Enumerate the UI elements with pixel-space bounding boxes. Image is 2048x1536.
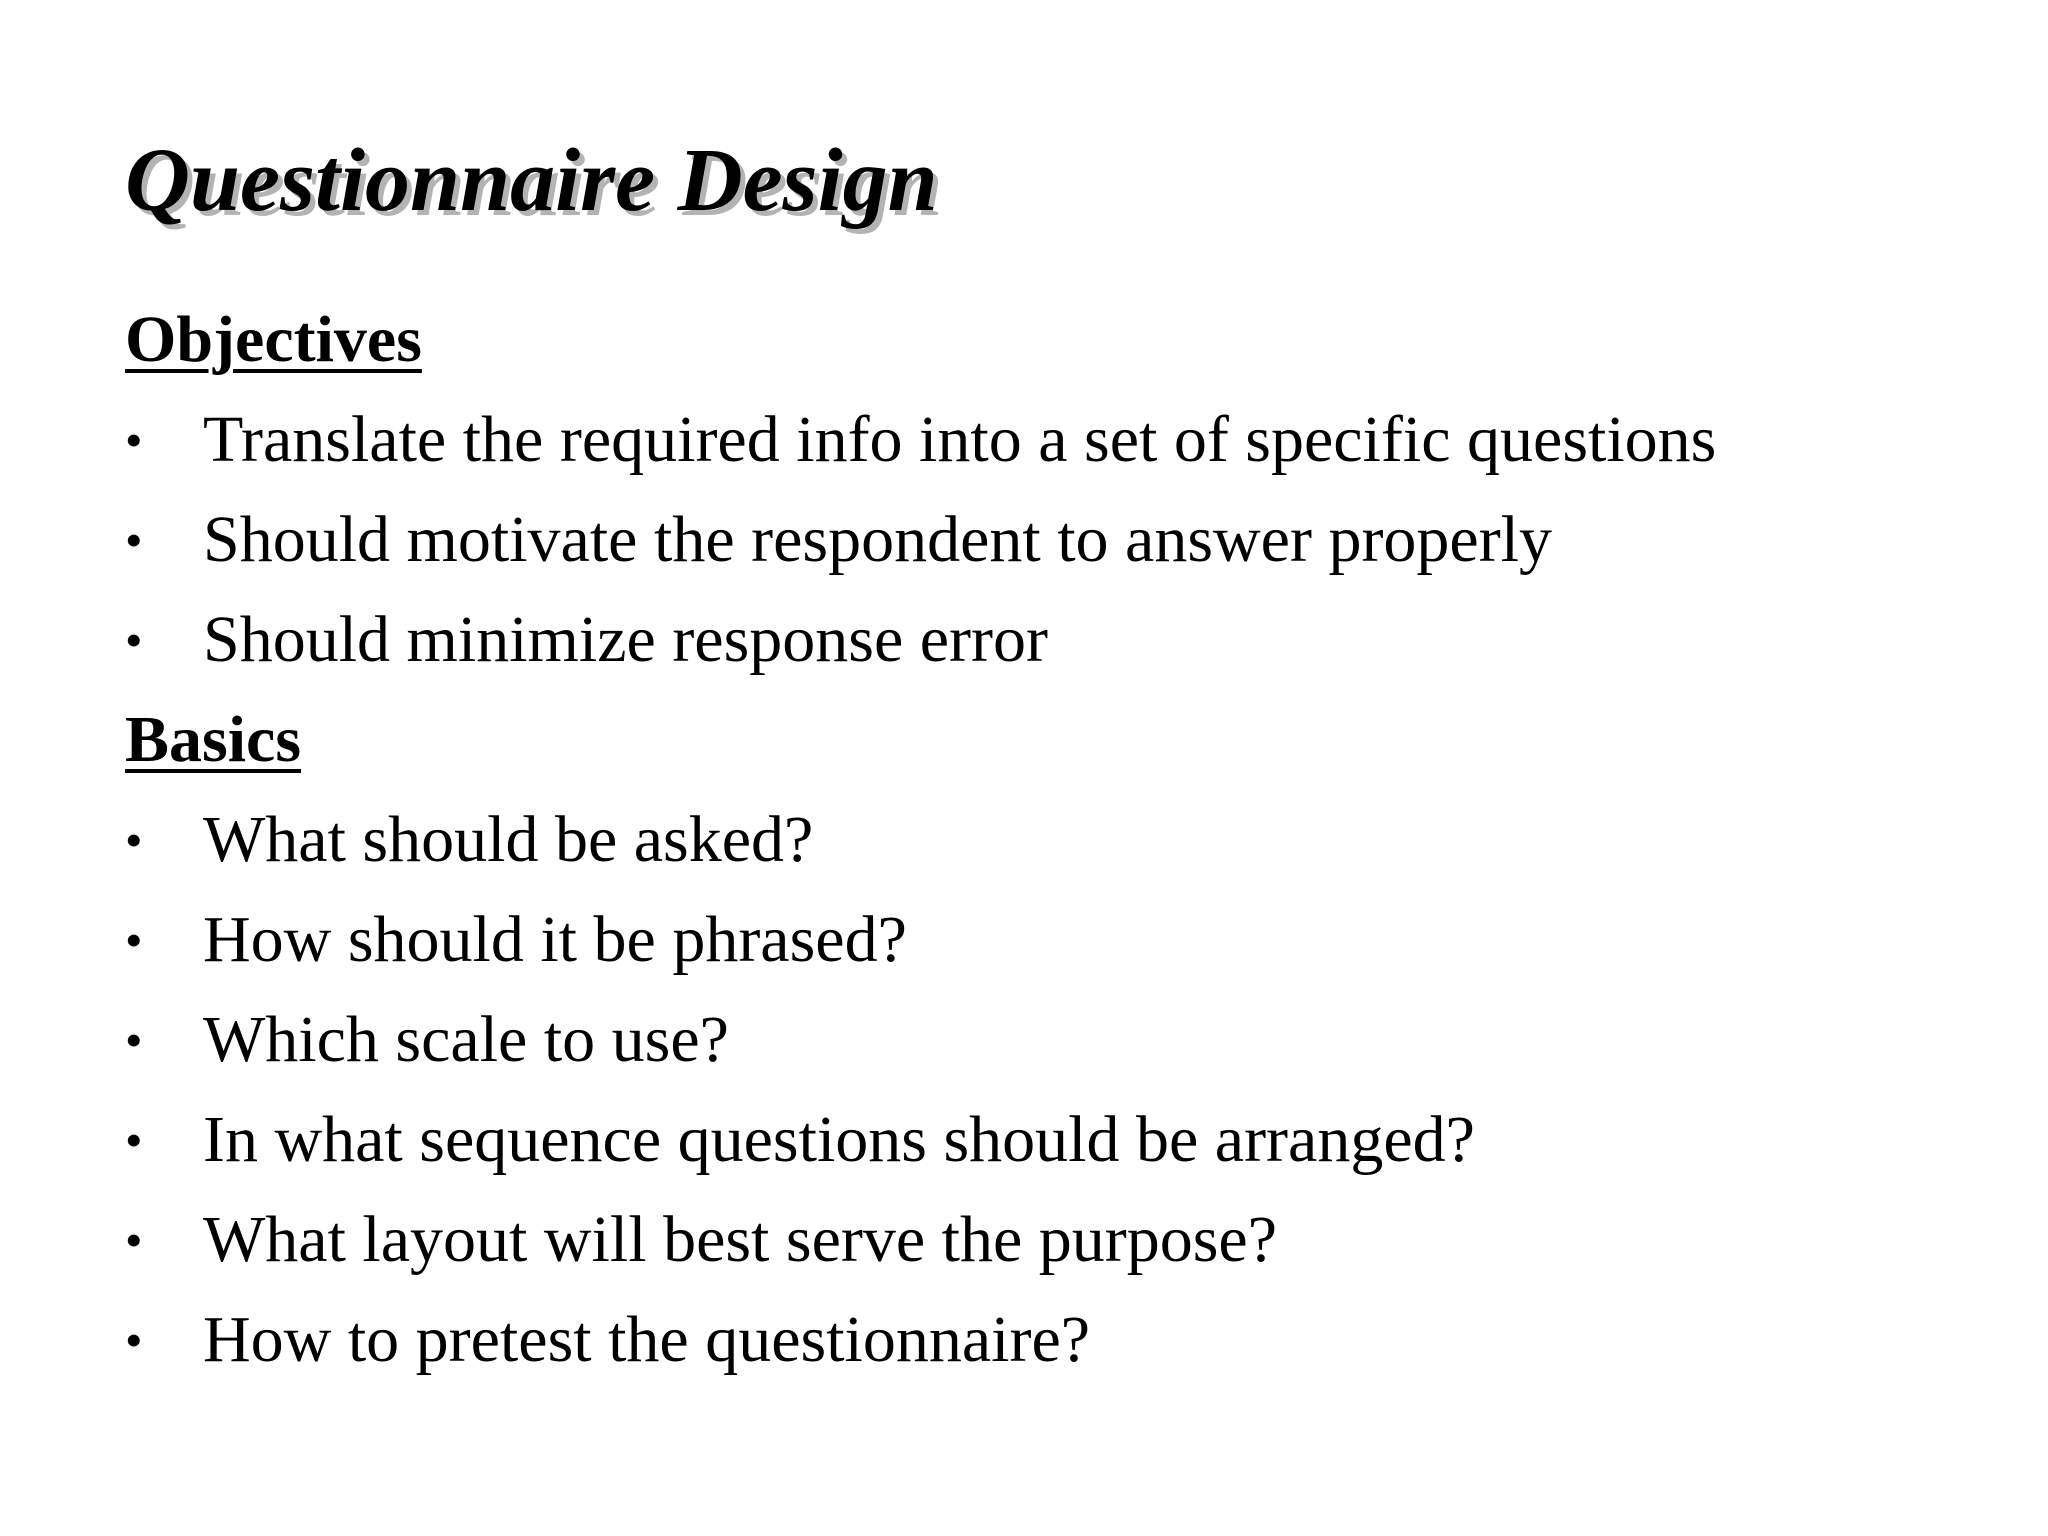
list-item	[125, 1190, 2005, 1290]
basics-list	[125, 790, 2005, 1390]
section-heading-basics: Basics	[125, 703, 302, 776]
section-heading-objectives: Objectives	[125, 303, 422, 376]
bullet-icon: •	[125, 412, 143, 468]
bullet-text: Translate the required info into a set of specific questions	[203, 403, 1717, 476]
list-item	[125, 890, 2005, 990]
bullet-text: Should minimize response error	[203, 603, 1048, 676]
objectives-list	[125, 390, 2005, 690]
list-item	[125, 990, 2005, 1090]
list-item	[125, 590, 2005, 690]
bullet-icon: •	[125, 612, 143, 668]
list-item	[125, 1090, 2005, 1190]
list-item	[125, 790, 2005, 890]
bullet-icon: •	[125, 512, 143, 568]
slide-title: Questionnaire Design	[125, 131, 938, 230]
bullet-text: Should motivate the respondent to answer properly	[203, 503, 1553, 576]
slide-content	[125, 290, 2005, 1390]
bullet-icon: •	[125, 812, 143, 868]
bullet-text: What layout will best serve the purpose?	[203, 1203, 1278, 1276]
bullet-icon: •	[125, 1312, 143, 1368]
list-item	[125, 1290, 2005, 1390]
bullet-icon: •	[125, 1212, 143, 1268]
bullet-text: How should it be phrased?	[203, 903, 907, 976]
bullet-text: In what sequence questions should be arranged?	[203, 1103, 1475, 1176]
bullet-icon: •	[125, 912, 143, 968]
list-item	[125, 390, 2005, 490]
bullet-icon: •	[125, 1012, 143, 1068]
bullet-text: What should be asked?	[203, 803, 814, 876]
list-item	[125, 490, 2005, 590]
bullet-text: How to pretest the questionnaire?	[203, 1303, 1091, 1376]
bullet-text: Which scale to use?	[203, 1003, 729, 1076]
bullet-icon: •	[125, 1112, 143, 1168]
